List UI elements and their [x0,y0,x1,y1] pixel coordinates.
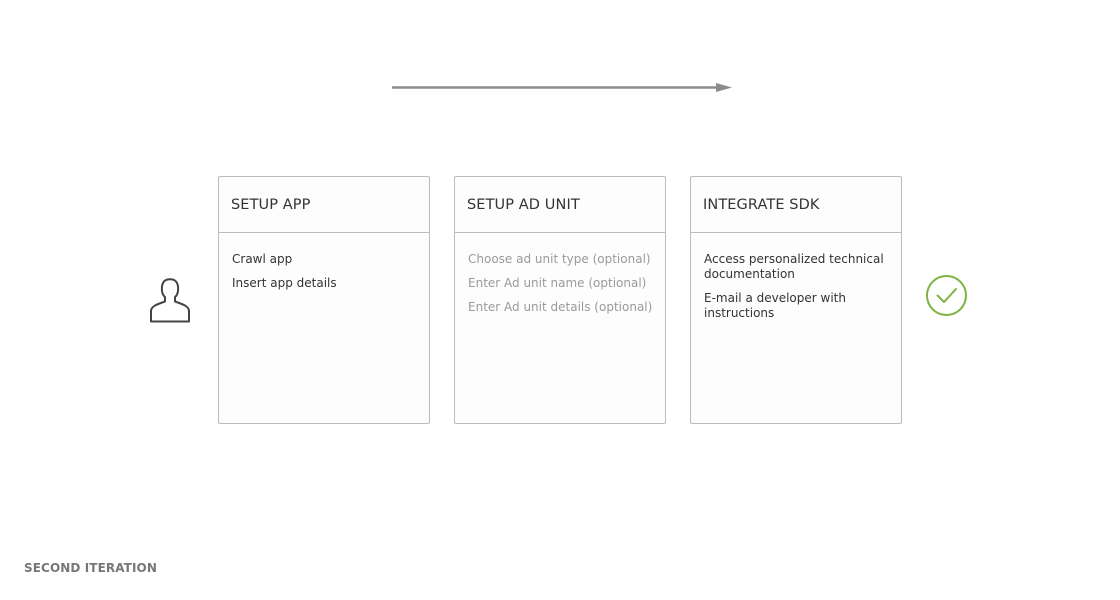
step-card-setup-app [218,176,430,424]
user-icon [148,276,194,324]
card-item: Insert app details [232,276,337,290]
card-item: Enter Ad unit details (optional) [468,300,653,314]
card-item: Enter Ad unit name (optional) [468,276,647,290]
card-item: Choose ad unit type (optional) [468,252,651,266]
card-body [455,233,665,315]
card-item: Crawl app [232,252,293,266]
check-circle-icon [925,274,968,317]
card-body [219,233,429,291]
step-card-integrate-sdk [690,176,902,424]
card-item: E-mail a developer with instructions [704,291,846,320]
card-title: INTEGRATE SDK [691,177,901,233]
card-item: Access personalized technical documentation [704,252,884,281]
card-title: SETUP AD UNIT [455,177,665,233]
card-body [691,233,901,321]
flow-arrow-icon [392,80,734,96]
card-title: SETUP APP [219,177,429,233]
step-card-setup-ad-unit [454,176,666,424]
iteration-label: SECOND ITERATION [24,561,157,575]
